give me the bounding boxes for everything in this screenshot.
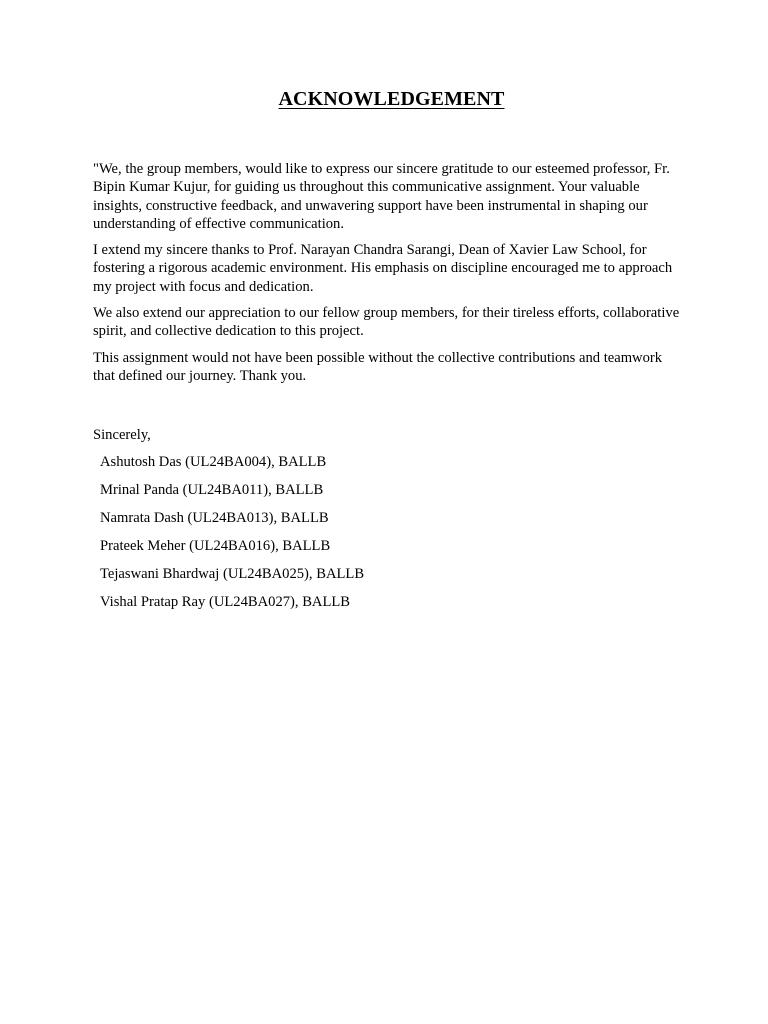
member-item: Prateek Meher (UL24BA016), BALLB [100,537,331,554]
member-item: Ashutosh Das (UL24BA004), BALLB [100,454,327,471]
member-list [100,453,683,611]
member-item: Vishal Pratap Ray (UL24BA027), BALLB [100,593,351,610]
closing-salutation: Sincerely, [93,427,151,443]
paragraph-group-appreciation: We also extend our appreciation to our fellow group members, for their tireless efforts, collaborative spirit, and collective dedication to this project. [93,305,680,340]
member-item: Namrata Dash (UL24BA013), BALLB [100,510,329,527]
page-title: ACKNOWLEDGEMENT [278,88,505,110]
paragraph-dean-thanks: I extend my sincere thanks to Prof. Narayan Chandra Sarangi, Dean of Xavier Law School, for fostering a rigorous academic environment. His emphasis on discipline encouraged me to approach my project with focus and dedication. [93,242,673,295]
paragraph-conclusion: This assignment would not have been possible without the collective contributions and teamwork that defined our journey. Thank you. [93,349,663,384]
paragraph-gratitude: "We, the group members, would like to express our sincere gratitude to our esteemed professor, Fr. Bipin Kumar Kujur, for guiding us throughout this communicative assignment. Your valuable insights, constructive feedback, and unwavering support have been instrumental in shaping our understanding of effective communication. [93,161,670,232]
member-item: Tejaswani Bhardwaj (UL24BA025), BALLB [100,565,365,582]
signature-block [93,426,683,621]
acknowledgement-body [93,160,683,393]
member-item: Mrinal Panda (UL24BA011), BALLB [100,482,324,499]
